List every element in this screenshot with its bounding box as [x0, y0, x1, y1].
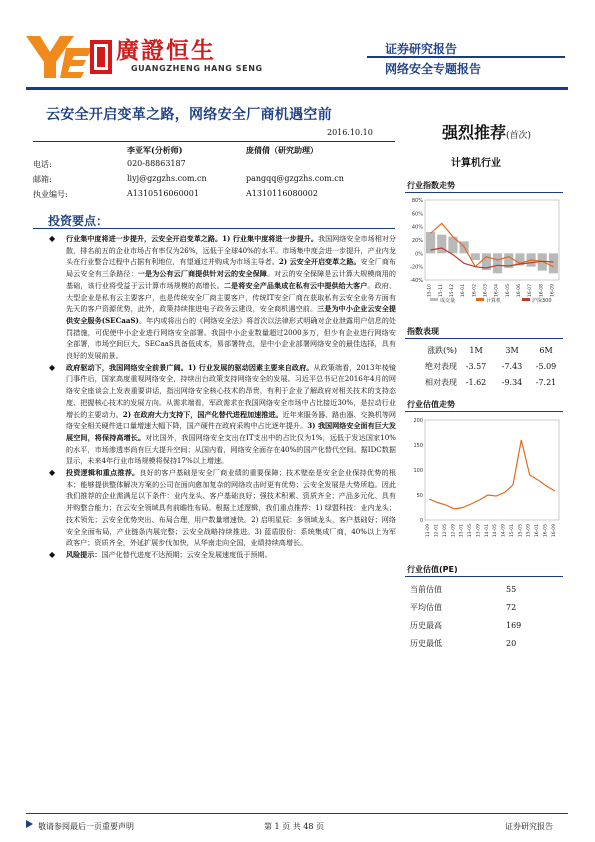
perf-header: 1M: [469, 345, 483, 355]
x-tick-label: 16-08: [539, 284, 545, 298]
series-line: [429, 440, 555, 509]
key-point-text: 国产化替代进度不达预期；云安全发展速度低于预期。: [101, 549, 272, 559]
bullet-icon: ◆: [49, 549, 56, 559]
pe-value: 72: [506, 602, 517, 612]
perf-cell: 绝对表现: [425, 361, 457, 371]
y-tick-label: 40%: [411, 224, 423, 231]
pe-row: [410, 580, 560, 598]
x-tick-label: 16-04: [494, 284, 500, 298]
x-tick-label: 16-05: [505, 284, 511, 298]
header-rule: [26, 87, 568, 90]
key-point-paragraph: [49, 467, 397, 549]
rating-main: 强烈推荐: [442, 123, 507, 142]
analyst-name: 李亚军(分析师): [127, 145, 183, 155]
key-point-text: 。对云的安全保障是云计算大规模商用的基础，该行业将受益于云计算市场规模的高增长。: [66, 269, 397, 290]
y-tick-label: -20%: [410, 264, 423, 271]
rating: [442, 120, 531, 143]
key-point-bold: 3) 我国网络安全面有巨大发展空间，将保持高增长。: [66, 421, 396, 442]
key-point-bold: 2) 云安全开启变革之路。: [278, 257, 361, 267]
x-tick-label: 16-03: [483, 284, 489, 298]
pe-row: [410, 616, 560, 634]
y-tick-label: 50: [416, 493, 423, 499]
pe-table: [410, 580, 560, 652]
perf-row: [405, 358, 563, 374]
y-tick-label: 20%: [411, 238, 423, 244]
x-tick-label: 15-10: [427, 284, 433, 298]
key-point-bold: 风险提示：: [66, 549, 102, 559]
volume-bar: [493, 253, 502, 273]
key-point-bold: 一是为公有云厂商提供针对云的安全保障: [137, 269, 267, 279]
perf-cell: -7.21: [535, 377, 557, 387]
key-point-bold: 政府驱动下，我国网络安全前景广阔。1) 行业发展的驱动因素主要来自政府。: [66, 362, 314, 372]
index-trend-chart: [405, 196, 563, 306]
x-tick-label: 16-09: [550, 284, 556, 298]
footer-rule: [26, 813, 568, 814]
header-divider: [367, 56, 565, 58]
report-type: 证券研究报告: [385, 42, 458, 56]
legend-swatch: [430, 298, 438, 301]
perf-header: 6M: [539, 345, 553, 355]
key-points-rule: [33, 228, 395, 229]
y-tick-label: 0%: [415, 251, 423, 258]
section-rule: [405, 576, 563, 577]
brand-name-en: GUANGZHENG HANG SENG: [131, 64, 263, 73]
assistant-cert: A1310116080002: [246, 189, 318, 198]
key-point-text: 对比国外，我国网络安全支出在IT支出中的占比仅为1%，远低于发达国家10%的水平，市场渗透率尚有巨大提升空间；从国内看，网络安全面存在40%的国产化替代空间。据IDC数据显示，未来4年行业市场规模将保持17%以上增速。: [66, 432, 397, 466]
y-tick-label: 0: [419, 518, 423, 524]
perf-cell: -5.09: [535, 361, 557, 371]
valuation-title: 行业估值(PE): [407, 565, 458, 574]
section-rule: [405, 338, 563, 339]
report-date: 2016.10.10: [327, 128, 373, 137]
pe-row: [410, 634, 560, 652]
key-point-bold: 投资逻辑和重点推荐。: [66, 468, 140, 478]
author-rule: [33, 141, 395, 142]
x-tick-label: 12-09: [451, 524, 457, 538]
key-point-text: 安全厂商布局云安全有三条路径：: [66, 257, 397, 279]
valuation-trend-chart: [405, 416, 563, 546]
perf-cell: -9.34: [501, 377, 523, 387]
key-point-text: 从政策端看，2013年棱镜门事件后，国家高度重视网络安全，持续出台政策支持网络安全的发展。习近平总书记在2016年4月的网络安全座谈会上发表重要讲话，指出网络安全核心技术的昂贵，有利于企业了解政府对相关技术的支持态度、把握核心技术的发展方向。从需求端看，军政需求在我国网络安全市场中占比接近30%，是拉动行业增长的主要动力。: [66, 362, 396, 419]
legend-label: 沪深300: [532, 298, 552, 304]
key-point-text: 。年内或将出台的《网络安全法》将首次以法律形式明确对企业泄露用户信息的处罚措施，可促使中小企业进行网络安全部署。我国中小企业数量超过2000多万，但少有企业进行网络安全部署，市场空间巨大。SECaaS具备低成本，易部署特点，是中小企业部署网络安全的最佳选择，具有良好的发展前景。: [66, 315, 396, 361]
pe-label: 平均估值: [410, 602, 442, 612]
x-tick-label: 13-01: [459, 524, 465, 538]
pe-value: 169: [506, 620, 522, 630]
key-point-text: 良好的客户基础是安全厂商业绩的重要保障；技术壁垒是安全企业保持优势的根本；能够提供整体解决方案的公司在面向愈加复杂的网络攻击时更有优势；云安全发展是大势所趋。因此我们推荐的企业需满足以下条件：业内龙头、客户基础良好；强技术积累、资质齐全；产品多元化、具有并购整合能力；在云安全领域具有前瞻性布局。根据上述逻辑，我们重点推荐：1) 绿盟科技：业内龙头；技术领先；云安全优势突出、布局合理，用户数量增速快。2) 启明星辰：多领域龙头，客户基础好；网络安全全面布局，产业链条内展完整；云安全战略持续推进。3) 蓝盾股份：系统集成厂商，40%以上为军政客户；资质齐全，外延扩展步伐加快，从华南走向全国，业绩持续高增长。: [66, 468, 397, 548]
bullet-icon: ◆: [49, 468, 56, 478]
key-point-paragraph: [49, 362, 397, 467]
pe-label: 历史最高: [410, 620, 442, 630]
report-series: 网络安全专题报告: [385, 62, 482, 76]
key-point-text: 。政府、大型企业是私有云主要客户，也是传统安全厂商主要客户，传统IT安全厂商在获取私有云安全业务方面有先天的客户资源优势，此外，政策持续推进电子政务云建设，安全商机遇空前。: [66, 280, 397, 314]
x-tick-label: 15-05: [518, 524, 524, 538]
industry-name: 计算机行业: [451, 158, 501, 169]
page-number: 第 1 页 共 48 页: [264, 822, 324, 831]
y-tick-label: 100: [413, 468, 423, 474]
analyst-phone: 020-88863187: [127, 159, 186, 168]
x-tick-label: 13-09: [476, 524, 482, 538]
key-point-text: 我国网络安全市场相对分散，排名前五的企业市场占有率仅为26%，远低于全球40%的水平。市场集中度会进一步提升，产业内龙头在行业整合过程中占据有利地位，有望通过并购成为市场主导者。: [66, 234, 397, 267]
section-rule: [405, 192, 563, 193]
y-tick-label: 200: [413, 418, 423, 424]
x-tick-label: 11-09: [426, 524, 432, 538]
brand-name-cn: 廣證恒生: [116, 38, 216, 64]
x-tick-label: 13-05: [468, 524, 474, 538]
key-point-bold: 三是为中小企业云安全提供安全服务(SECaaS): [66, 304, 397, 325]
volume-bar: [426, 232, 435, 253]
y-tick-label: 150: [413, 443, 423, 449]
perf-table: [405, 342, 563, 390]
x-tick-label: 14-09: [501, 524, 507, 538]
footer-disclaimer-link[interactable]: 敬请参阅最后一页重要声明: [38, 822, 134, 831]
key-point-bold: 二是将安全产品集成在私有云中提供给大客户: [223, 280, 368, 290]
phone-label: 电话:: [33, 160, 52, 169]
x-tick-label: 12-01: [434, 524, 440, 538]
index-perf-title: 指数表现: [407, 327, 439, 336]
x-tick-label: 14-01: [484, 524, 490, 538]
valuation-trend-title: 行业估值走势: [407, 400, 455, 409]
x-tick-label: 16-07: [528, 284, 534, 298]
assistant-email[interactable]: pangqq@gzgzhs.com.cn: [246, 174, 344, 183]
report-title: 云安全开启变革之路，网络安全厂商机遇空前: [46, 107, 332, 123]
analyst-cert: A1310516060001: [127, 189, 199, 198]
bullet-icon: ◆: [49, 234, 56, 243]
bullet-icon: ◆: [49, 362, 56, 372]
x-tick-label: 16-02: [472, 284, 478, 298]
x-tick-label: 15-12: [449, 284, 455, 298]
analyst-email[interactable]: liyj@gzgzhs.com.cn: [127, 174, 207, 183]
company-logo: [26, 34, 116, 84]
key-points-title: 投资要点：: [48, 214, 109, 228]
x-tick-label: 15-09: [526, 524, 532, 538]
key-point-bold: 行业集中度将进一步提升，云安全开启变革之路。1) 行业集中度将进一步提升。: [66, 234, 318, 243]
section-rule: [405, 411, 563, 412]
cert-label: 执业编号:: [33, 190, 68, 199]
rating-sub: (首次): [506, 131, 532, 141]
key-points-body: [49, 233, 397, 561]
assistant-name: 庞倩倩（研究助理）: [246, 145, 318, 155]
x-tick-label: 16-01: [461, 284, 467, 298]
x-tick-label: 15-11: [438, 284, 444, 298]
pe-value: 55: [506, 584, 517, 594]
volume-bar: [549, 253, 558, 273]
x-tick-label: 16-06: [516, 284, 522, 298]
legend-label: 计算机: [486, 298, 502, 304]
key-point-bold: 2) 在政府大力支持下，国产化替代进程加速推进。: [122, 409, 283, 419]
x-tick-label: 15-01: [509, 524, 515, 538]
x-tick-label: 14-05: [493, 524, 499, 538]
volume-bar: [471, 253, 480, 260]
perf-cell: -3.57: [465, 361, 487, 371]
y-tick-label: 60%: [411, 211, 423, 218]
pe-row: [410, 598, 560, 616]
perf-header-row: [405, 342, 563, 358]
footer-report-type: 证券研究报告: [505, 822, 553, 831]
key-point-paragraph: [49, 233, 397, 362]
x-tick-label: 16-01: [535, 524, 541, 538]
pe-label: 历史最低: [410, 638, 442, 648]
index-trend-title: 行业指数走势: [407, 181, 455, 190]
email-label: 邮箱:: [33, 175, 52, 184]
legend-label: 成交量: [440, 298, 456, 304]
legend-swatch: [476, 298, 484, 301]
legend-swatch: [522, 298, 530, 301]
x-tick-label: 12-05: [442, 524, 448, 538]
y-tick-label: 80%: [411, 198, 423, 204]
perf-cell: 相对表现: [425, 377, 457, 387]
pe-label: 当前估值: [410, 584, 442, 594]
x-tick-label: 16-09: [551, 524, 557, 538]
pe-value: 20: [506, 638, 517, 648]
arrow-icon: [26, 820, 33, 828]
y-tick-label: -40%: [410, 278, 423, 284]
key-point-paragraph: [49, 549, 396, 561]
perf-row: [405, 374, 563, 390]
key-point-text: 近年来服务器、路由器、交换机等网络安全相关硬件进口量增速大幅下降，国产硬件在政府采购中占比逐年提升。: [66, 409, 397, 431]
perf-cell: -7.43: [501, 361, 523, 371]
perf-cell: -1.62: [465, 377, 487, 387]
perf-header: 涨跌(%): [427, 345, 457, 355]
perf-header: 3M: [505, 345, 519, 355]
x-tick-label: 16-05: [543, 524, 549, 538]
